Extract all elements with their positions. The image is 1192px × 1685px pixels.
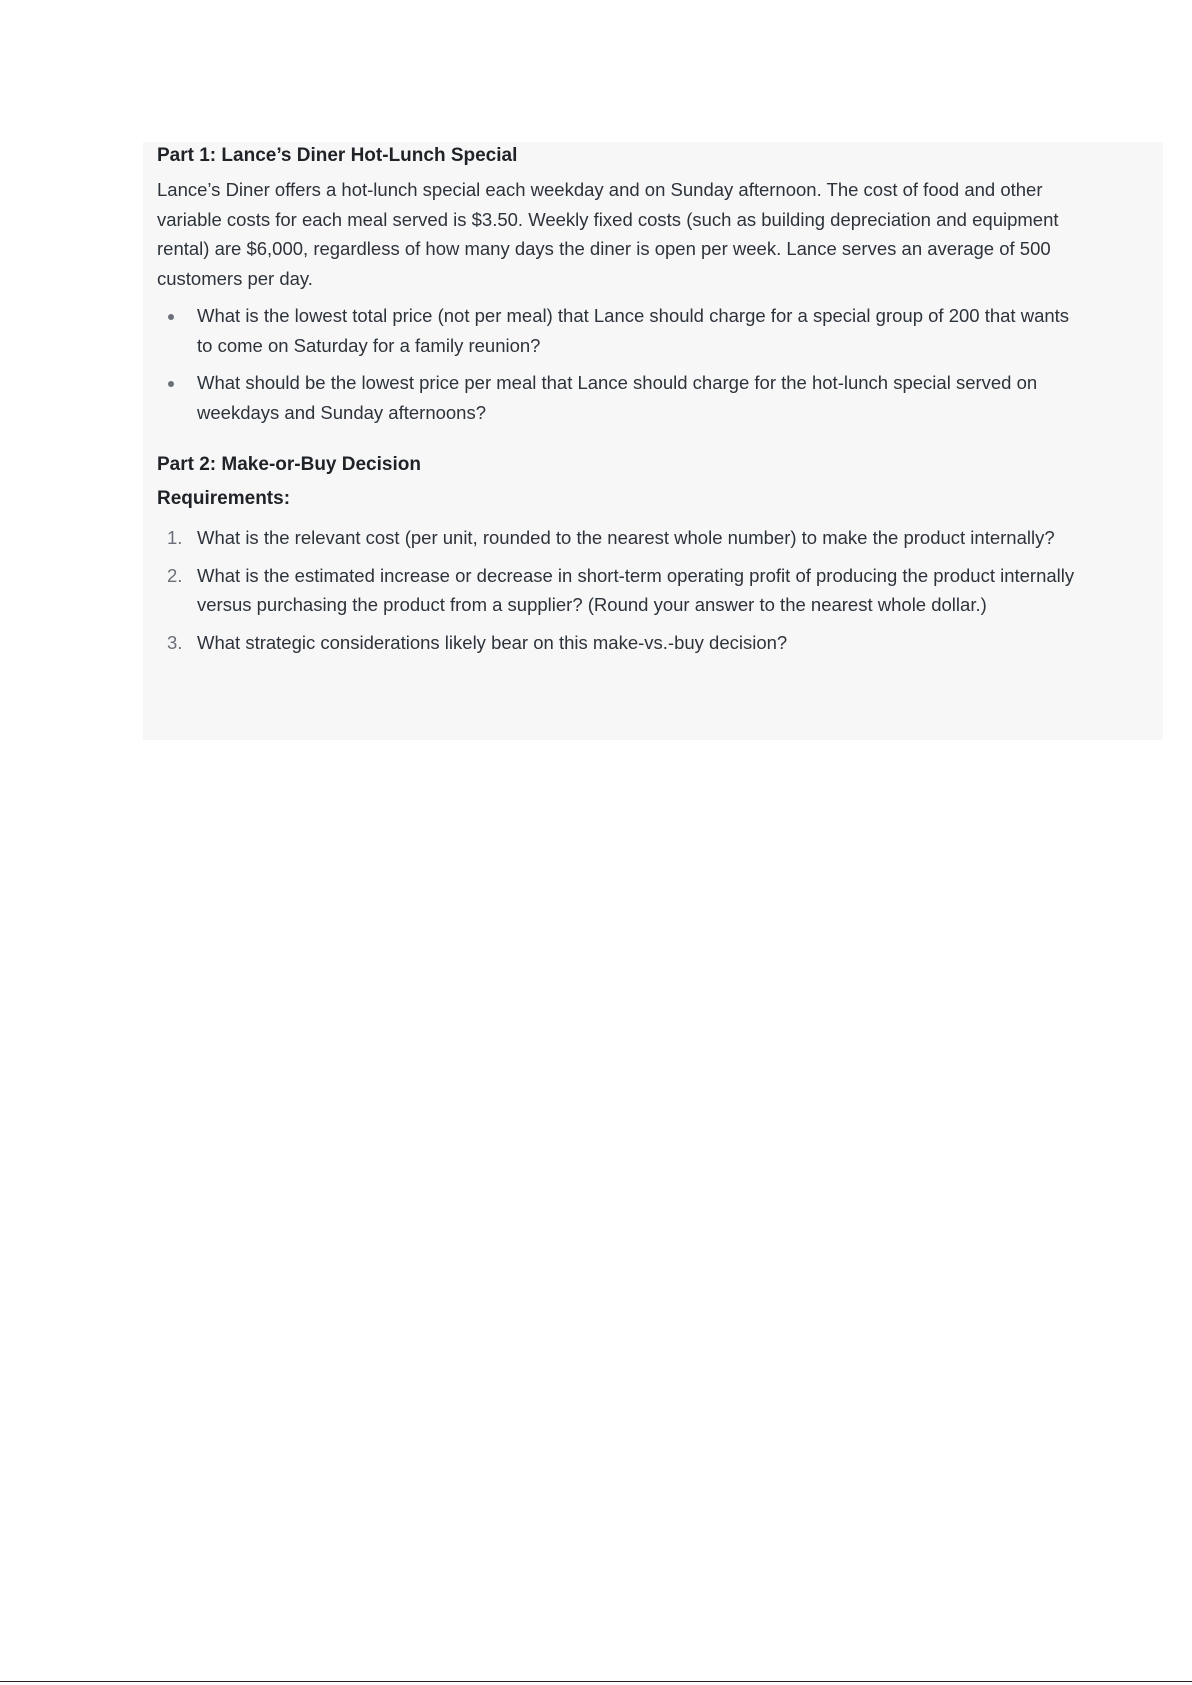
list-item: [157, 628, 1077, 658]
list-item: [157, 523, 1077, 553]
part1-question-list: [157, 301, 1117, 435]
question-text: What should be the lowest price per meal that Lance should charge for the hot-lunch special served on weekdays and Sunday afternoons?: [197, 372, 1038, 423]
list-item: [157, 561, 1077, 620]
item-number: 2.: [167, 564, 183, 586]
requirement-text: What strategic considerations likely bear on this make-vs.-buy decision?: [197, 631, 788, 653]
question-text: What is the lowest total price (not per meal) that Lance should charge for a special group of 200 that wants to come on Saturday for a family reunion?: [197, 305, 1070, 356]
part2-requirement-list: [157, 523, 1117, 665]
item-number: 1.: [167, 527, 183, 548]
requirement-text: What is the relevant cost (per unit, rounded to the nearest whole number) to make the product internally?: [197, 527, 1055, 548]
bullet-icon: [168, 314, 174, 320]
part1-paragraph: Lance’s Diner offers a hot-lunch special each weekday and on Sunday afternoon. The cost of food and other variable costs for each meal served is $3.50. Weekly fixed costs (such as building depreciation and equipment rental) are $6,000, regardless of how many days the diner is open per week. Lance serves an average of 500 customers per day.: [157, 179, 1059, 289]
list-item: [157, 301, 1077, 360]
page-bottom-divider: [0, 1681, 1192, 1682]
list-item: [157, 368, 1077, 427]
bullet-icon: [168, 381, 174, 387]
content-panel: [143, 142, 1163, 740]
item-number: 3.: [167, 631, 183, 653]
requirement-text: What is the estimated increase or decrease in short-term operating profit of producing the product internally versus purchasing the product from a supplier? (Round your answer to the nearest whole dollar.): [197, 564, 1075, 615]
part1-heading: Part 1: Lance’s Diner Hot-Lunch Special: [157, 145, 518, 166]
part2-heading: Part 2: Make-or-Buy Decision: [157, 454, 421, 475]
requirements-label: Requirements:: [157, 488, 291, 509]
